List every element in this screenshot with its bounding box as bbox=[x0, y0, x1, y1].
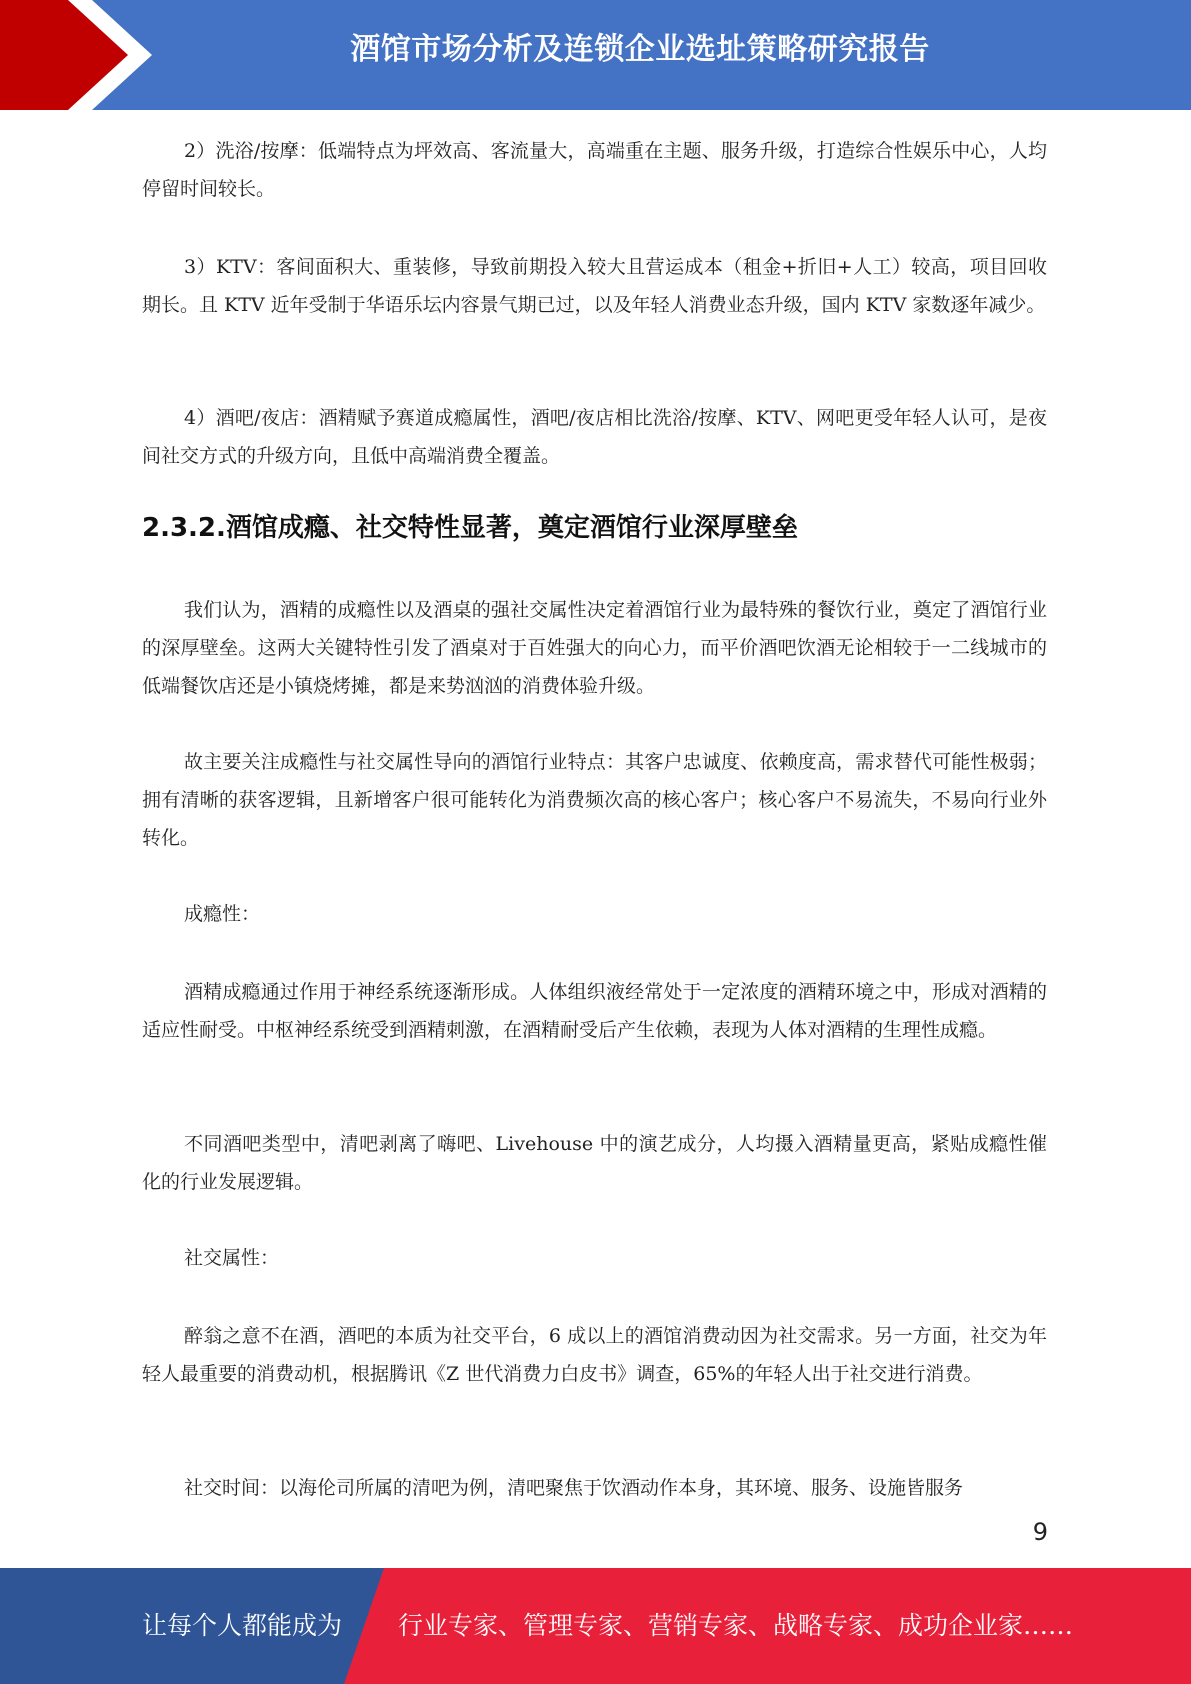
footer-slogan-right: 行业专家、管理专家、营销专家、战略专家、成功企业家…… bbox=[398, 1611, 1074, 1640]
paragraph-text: 社交属性： bbox=[184, 1247, 280, 1269]
paragraph-ktv bbox=[142, 248, 1047, 324]
paragraph-text: 成瘾性： bbox=[184, 903, 261, 925]
paragraph-social-time bbox=[142, 1469, 1047, 1507]
paragraph-intro bbox=[142, 591, 1047, 705]
paragraph-bathing-massage bbox=[142, 132, 1047, 208]
paragraph-text: 醉翁之意不在酒，酒吧的本质为社交平台，6 成以上的酒馆消费动因为社交需求。另一方面，社交为年轻人最重要的消费动机，根据腾讯《Z 世代消费力白皮书》调查，65%的年轻人出于社交进行消费。 bbox=[142, 1325, 1047, 1385]
paragraph-bar-types bbox=[142, 1125, 1047, 1201]
subheading-social bbox=[142, 1239, 1047, 1277]
page-footer bbox=[0, 1568, 1191, 1684]
paragraph-text: 故主要关注成瘾性与社交属性导向的酒馆行业特点：其客户忠诚度、依赖度高，需求替代可能性极弱；拥有清晰的获客逻辑，且新增客户很可能转化为消费频次高的核心客户；核心客户不易流失，不易向行业外转化。 bbox=[142, 751, 1047, 849]
paragraph-text: 3）KTV：客间面积大、重装修，导致前期投入较大且营运成本（租金+折旧+人工）较高，项目回收期长。且 KTV 近年受制于华语乐坛内容景气期已过，以及年轻人消费业态升级，国内 KTV 家数逐年减少。 bbox=[142, 256, 1047, 316]
paragraph-bar-nightclub bbox=[142, 399, 1047, 475]
paragraph-addiction-mechanism bbox=[142, 973, 1047, 1049]
paragraph-industry-features bbox=[142, 743, 1047, 857]
paragraph-text: 社交时间：以海伦司所属的清吧为例，清吧聚焦于饮酒动作本身，其环境、服务、设施皆服务 bbox=[184, 1477, 964, 1499]
paragraph-social-attribute bbox=[142, 1317, 1047, 1393]
page-header bbox=[0, 0, 1191, 110]
paragraph-text: 4）酒吧/夜店：酒精赋予赛道成瘾属性，酒吧/夜店相比洗浴/按摩、KTV、网吧更受年轻人认可，是夜间社交方式的升级方向，且低中高端消费全覆盖。 bbox=[142, 407, 1047, 467]
page-number: 9 bbox=[1032, 1518, 1048, 1546]
paragraph-text: 2）洗浴/按摩：低端特点为坪效高、客流量大，高端重在主题、服务升级，打造综合性娱乐中心，人均停留时间较长。 bbox=[142, 140, 1047, 200]
paragraph-text: 不同酒吧类型中，清吧剥离了嗨吧、Livehouse 中的演艺成分，人均摄入酒精量更高，紧贴成瘾性催化的行业发展逻辑。 bbox=[142, 1133, 1047, 1193]
section-heading: 2.3.2.酒馆成瘾、社交特性显著，奠定酒馆行业深厚壁垒 bbox=[142, 513, 798, 543]
paragraph-text: 我们认为，酒精的成瘾性以及酒桌的强社交属性决定着酒馆行业为最特殊的餐饮行业，奠定了酒馆行业的深厚壁垒。这两大关键特性引发了酒桌对于百姓强大的向心力，而平价酒吧饮酒无论相较于一二线城市的低端餐饮店还是小镇烧烤摊，都是来势汹汹的消费体验升级。 bbox=[142, 599, 1047, 697]
subheading-addiction bbox=[142, 895, 1047, 933]
footer-slogan-left: 让每个人都能成为 bbox=[142, 1611, 343, 1640]
report-title: 酒馆市场分析及连锁企业选址策略研究报告 bbox=[350, 32, 930, 67]
paragraph-text: 酒精成瘾通过作用于神经系统逐渐形成。人体组织液经常处于一定浓度的酒精环境之中，形成对酒精的适应性耐受。中枢神经系统受到酒精刺激，在酒精耐受后产生依赖，表现为人体对酒精的生理性成瘾。 bbox=[142, 981, 1047, 1041]
